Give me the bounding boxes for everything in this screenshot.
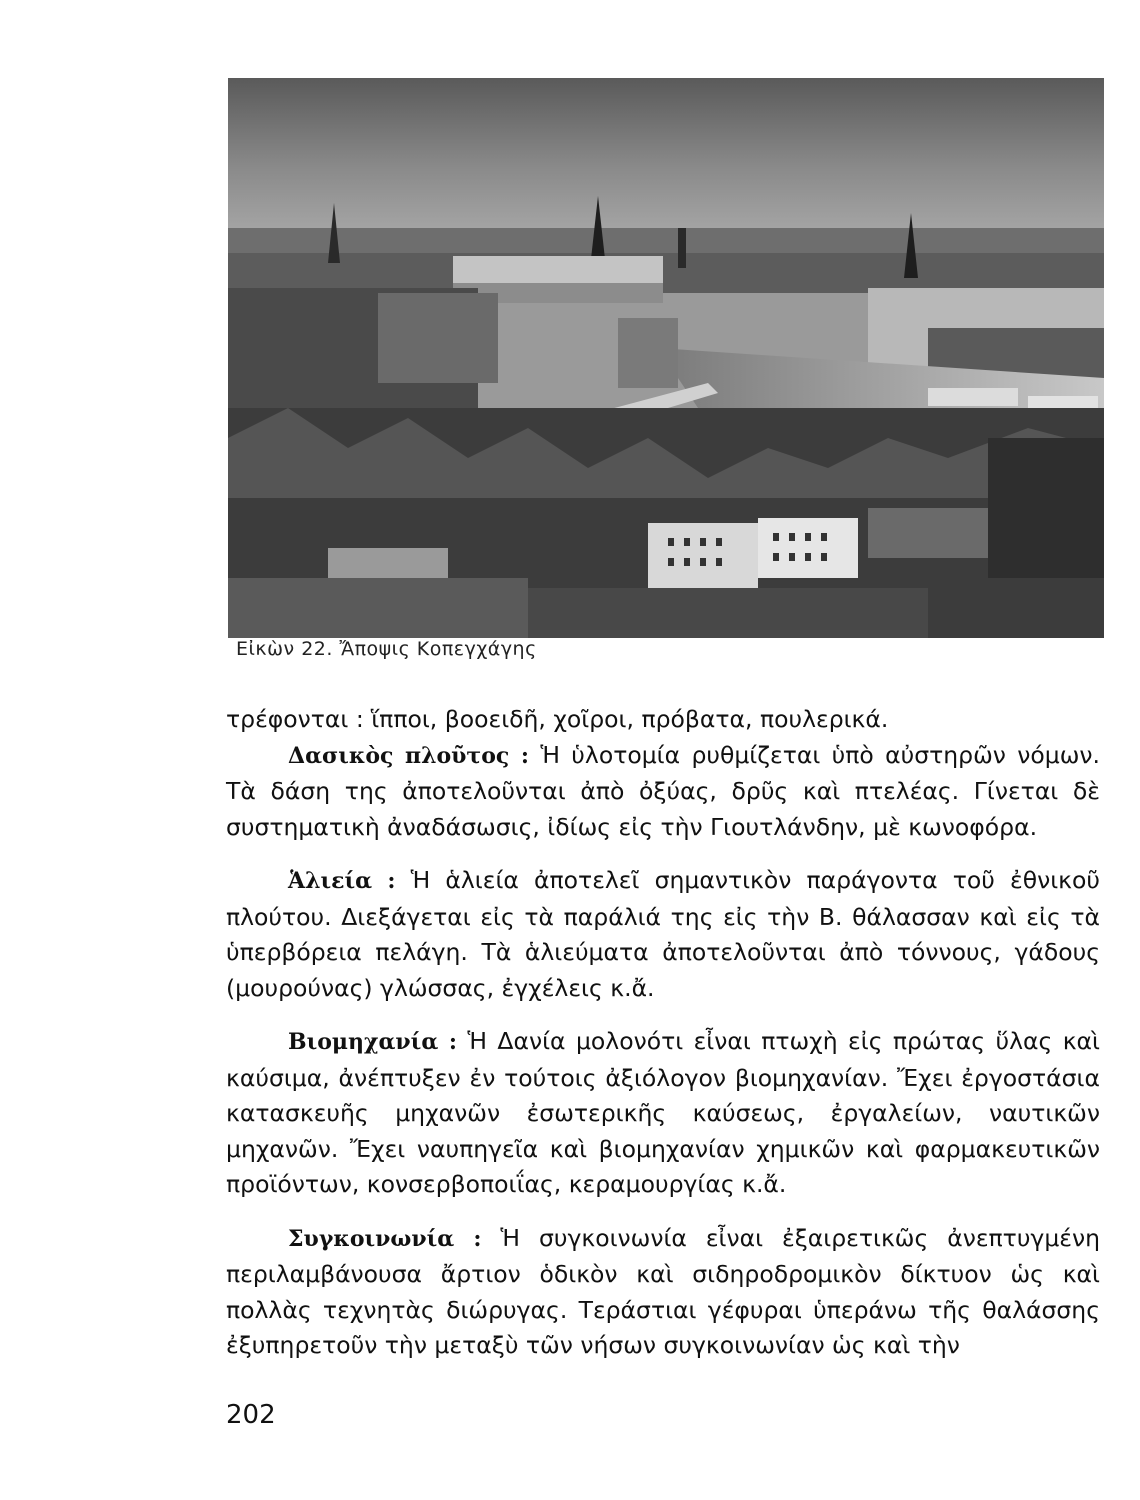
communication-text: Ἡ συγκοινωνία εἶναι ἐξαιρετικῶς ἀνεπτυγμένη περιλαμβάνουσα ἄρτιον ὁδικὸν καὶ σιδηροδρομικὸν δίκτυον ὡς καὶ πολλὰς τεχνητὰς διώρυγας. Τεράστιαι γέφυραι ὑπεράνω τῆς θαλάσσης ἐξυπηρετοῦν τὴν μεταξὺ τῶν νήσων συγκοινωνίαν ὡς καὶ τὴν: [226, 1223, 1101, 1359]
figure-caption: Εἰκὼν 22. Ἄποψις Κοπεγχάγης: [236, 638, 537, 660]
industry-text: Ἡ Δανία μολονότι εἶναι πτωχὴ εἰς πρώτας ὕλας καὶ καύσιμα, ἀνέπτυξεν ἐν τούτοις ἀξιόλογον βιομηχανίαν. Ἔχει ἐργοστάσια κατασκευῆς μηχανῶν ἐσωτερικῆς καύσεως, ἐργαλείων, ναυτικῶν μηχανῶν. Ἔχει ναυπηγεῖα καὶ βιομηχανίαν χημικῶν καὶ φαρμακευτικῶν προϊόντων, κονσερβοποιΐας, κεραμουργίας κ.ἄ.: [226, 1027, 1100, 1198]
intro-line: τρέφονται : ἵπποι, βοοειδῆ, χοῖροι, πρόβατα, πουλερικά.: [226, 705, 889, 733]
section-industry: [226, 1024, 1100, 1203]
communication-heading: Συγκοινωνία :: [288, 1225, 482, 1252]
fishing-heading: Ἁλιεία :: [288, 868, 396, 894]
section-forest: [226, 738, 1100, 846]
page-number: 202: [226, 1400, 276, 1430]
city-panorama-photo: [228, 78, 1104, 638]
forest-text: Ἡ ὑλοτομία ρυθμίζεται ὑπὸ αὐστηρῶν νόμων. Τὰ δάση της ἀποτελοῦνται ἀπὸ ὀξύας, δρῦς καὶ πτελέας. Γίνεται δὲ συστηματικὴ ἀναδάσωσις, ἰδίως εἰς τὴν Γιουτλάνδην, μὲ κωνοφόρα.: [226, 740, 1100, 841]
fishing-text: Ἡ ἁλιεία ἀποτελεῖ σημαντικὸν παράγοντα τοῦ ἐθνικοῦ πλούτου. Διεξάγεται εἰς τὰ παράλιά της εἰς τὴν Β. θάλασσαν καὶ εἰς τὰ ὑπερβόρεια πελάγη. Τὰ ἁλιεύματα ἀποτελοῦνται ἀπὸ τόννους, γάδους (μουρούνας) γλώσσας, ἐγχέλεις κ.ἄ.: [226, 866, 1100, 1002]
industry-heading: Βιομηχανία :: [288, 1029, 457, 1055]
forest-heading: Δασικὸς πλοῦτος :: [288, 742, 529, 769]
section-fishing: [226, 863, 1100, 1006]
page-body: [226, 702, 1100, 1364]
section-communication: [226, 1221, 1100, 1364]
